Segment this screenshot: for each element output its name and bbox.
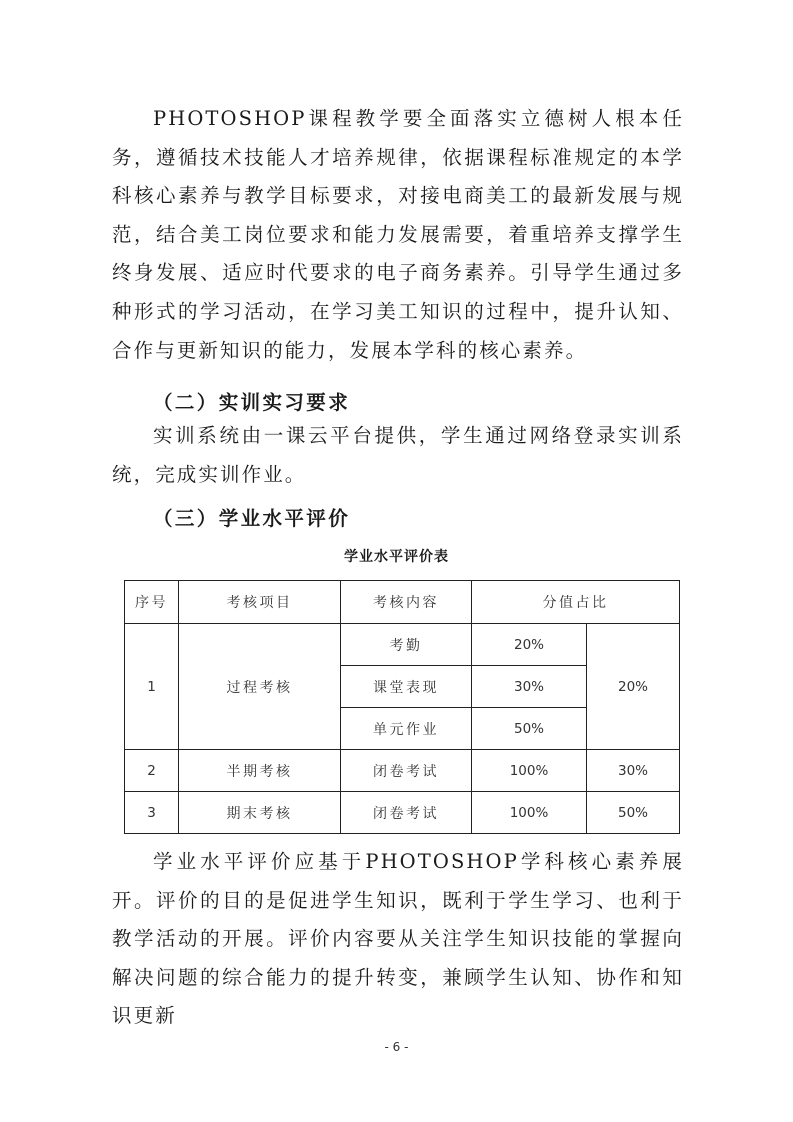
table-row [125,624,680,666]
header-content: 考核内容 [341,581,472,624]
row-share: 50% [472,708,587,750]
row-item: 半期考核 [179,750,341,792]
table-header-row [125,581,680,624]
paragraph-training-system: 实训系统由一课云平台提供，学生通过网络登录实训系统，完成实训作业。 [112,424,684,486]
row-content: 闭卷考试 [341,792,472,834]
row-content: 课堂表现 [341,666,472,708]
header-item: 考核项目 [179,581,341,624]
row-weight: 50% [587,792,680,834]
page-number: - 6 - [384,1040,409,1054]
row-content: 考勤 [341,624,472,666]
row-no: 1 [125,624,179,750]
row-weight: 20% [587,624,680,750]
table-row [125,750,680,792]
row-no: 3 [125,792,179,834]
paragraph-evaluation: 学业水平评价应基于PHOTOSHOP学科核心素养展开。评价的目的是促进学生知识，既利于学生学习、也利于教学活动的开展。评价内容要从关注学生知识技能的掌握向解决问题的综合能力的提升转变，兼顾学生认知、协作和知识更新 [112,850,684,1028]
row-item: 过程考核 [179,624,341,750]
row-share: 30% [472,666,587,708]
section-heading-evaluation: （三）学业水平评价 [153,507,351,530]
row-share: 20% [472,624,587,666]
row-share: 100% [472,792,587,834]
row-content: 闭卷考试 [341,750,472,792]
table-caption: 学业水平评价表 [344,549,449,565]
row-content: 单元作业 [341,708,472,750]
row-item: 期末考核 [179,792,341,834]
paragraph-course-goals: PHOTOSHOP课程教学要全面落实立德树人根本任务，遵循技术技能人才培养规律，依据课程标准规定的本学科核心素养与教学目标要求，对接电商美工的最新发展与规范，结合美工岗位要求和能力发展需要，着重培养支撑学生终身发展、适应时代要求的电子商务素养。引导学生通过多种形式的学习活动，在学习美工知识的过程中，提升认知、合作与更新知识的能力，发展本学科的核心素养。 [112,107,684,362]
header-share: 分值占比 [472,581,680,624]
row-weight: 30% [587,750,680,792]
row-no: 2 [125,750,179,792]
row-share: 100% [472,750,587,792]
table-row [125,792,680,834]
section-heading-training: （二）实训实习要求 [153,391,351,414]
evaluation-table [124,580,680,834]
header-no: 序号 [125,581,179,624]
